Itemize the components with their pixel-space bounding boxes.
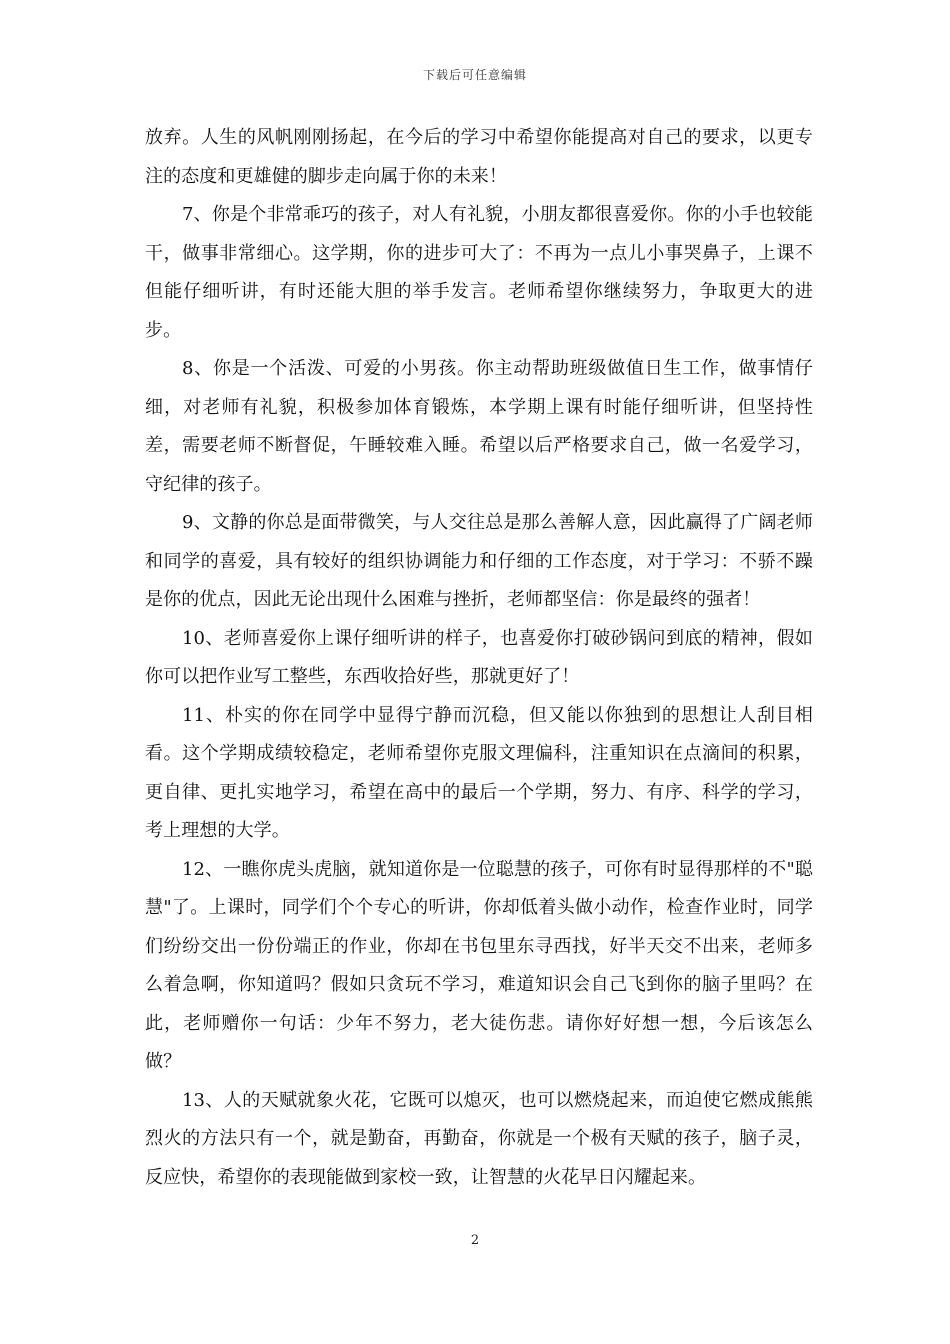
- paragraph-comment-7: 7、你是个非常乖巧的孩子，对人有礼貌，小朋友都很喜爱你。你的小手也较能干，做事非常细心。这学期，你的进步可大了：不再为一点儿小事哭鼻子，上课不但能仔细听讲，有时还能大胆的举手发言。老师希望你继续努力，争取更大的进步。: [145, 204, 813, 341]
- paragraph-comment-10: 10、老师喜爱你上课仔细听讲的样子，也喜爱你打破砂锅问到底的精神，假如你可以把作业写工整些，东西收拾好些，那就更好了！: [145, 627, 813, 687]
- page-header: 下载后可任意编辑: [422, 68, 527, 82]
- paragraph-continuation: 放弃。人生的风帆刚刚扬起，在今后的学习中希望你能提高对自己的要求，以更专注的态度和更雄健的脚步走向属于你的未来！: [145, 127, 813, 187]
- paragraph-comment-11: 11、朴实的你在同学中显得宁静而沉稳，但又能以你独到的思想让人刮目相看。这个学期成绩较稳定，老师希望你克服文理偏科，注重知识在点滴间的积累，更自律、更扎实地学习，希望在高中的最后一个学期，努力、有序、科学的学习，考上理想的大学。: [145, 704, 813, 841]
- page-number: 2: [470, 1233, 480, 1248]
- paragraph-comment-12: 12、一瞧你虎头虎脑，就知道你是一位聪慧的孩子，可你有时显得那样的不"聪慧"了。上课时，同学们个个专心的听讲，你却低着头做小动作，检查作业时，同学们纷纷交出一份份端正的作业，你却在书包里东寻西找，好半天交不出来，老师多么着急啊，你知道吗？假如只贪玩不学习，难道知识会自己飞到你的脑子里吗？在此，老师赠你一句话：少年不努力，老大徒伤悲。请你好好想一想，今后该怎么做？: [145, 858, 813, 1072]
- paragraph-comment-9: 9、文静的你总是面带微笑，与人交往总是那么善解人意，因此赢得了广阔老师和同学的喜爱，具有较好的组织协调能力和仔细的工作态度，对于学习：不骄不躁是你的优点，因此无论出现什么困难与挫折，老师都坚信：你是最终的强者！: [145, 512, 813, 610]
- document-body: [145, 119, 813, 1197]
- paragraph-comment-8: 8、你是一个活泼、可爱的小男孩。你主动帮助班级做值日生工作，做事情仔细，对老师有礼貌，积极参加体育锻炼，本学期上课有时能仔细听讲，但坚持性差，需要老师不断督促，午睡较难入睡。希望以后严格要求自己，做一名爱学习，守纪律的孩子。: [145, 358, 813, 495]
- paragraph-comment-13: 13、人的天赋就象火花，它既可以熄灭，也可以燃烧起来，而迫使它燃成熊熊烈火的方法只有一个，就是勤奋，再勤奋，你就是一个极有天赋的孩子，脑子灵，反应快，希望你的表现能做到家校一致，让智慧的火花早日闪耀起来。: [145, 1089, 813, 1188]
